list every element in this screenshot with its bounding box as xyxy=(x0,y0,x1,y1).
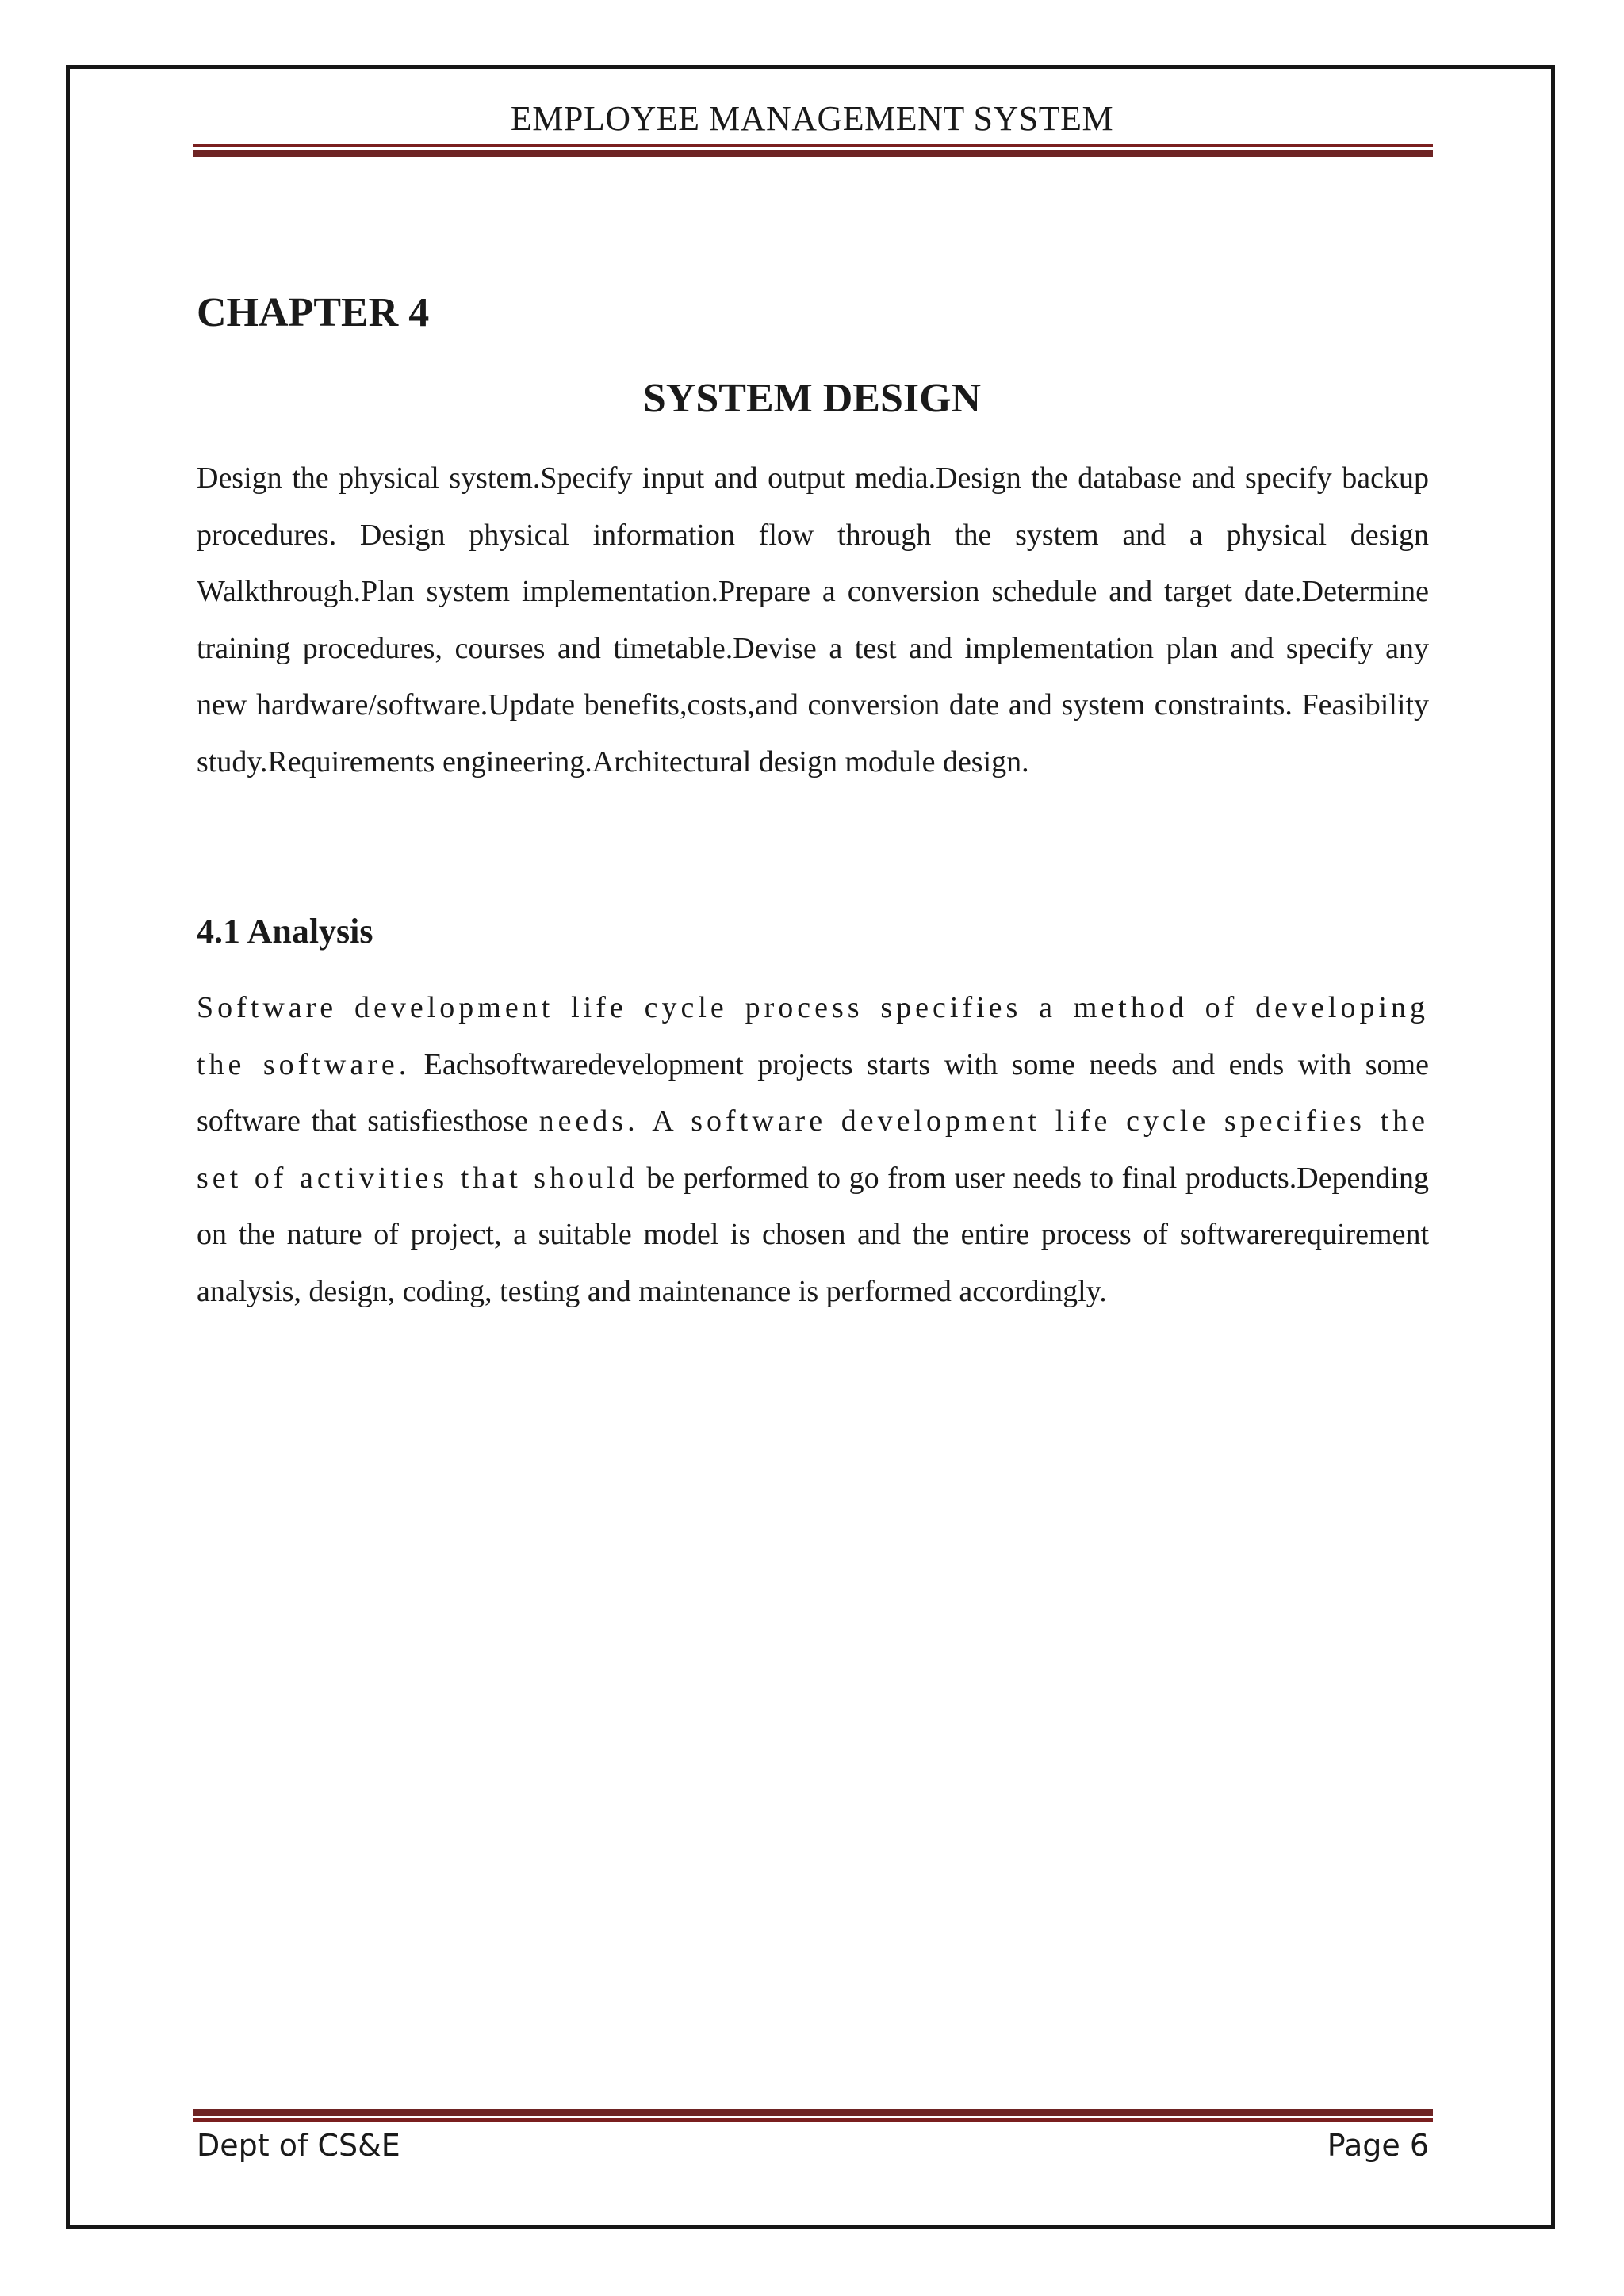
document-header-title: EMPLOYEE MANAGEMENT SYSTEM xyxy=(510,99,1114,138)
analysis-text-segment: Software development life cycle process specifies a method of developing the software. xyxy=(197,991,1429,1081)
footer-page-number: Page 6 xyxy=(1327,2128,1429,2163)
intro-paragraph: Design the physical system.Specify input and output media.Design the database and specify backup procedures. Design physical information flow through the system and a physical design Walkthrough.Plan system implementation.Prepare a conversion schedule and target date.Determine training procedures, courses and timetable.Devise a test and implementation plan and specify any new hardware/software.Update benefits,costs,and conversion date and system constraints. Feasibility study.Requirements engineering.Architectural design module design. xyxy=(197,461,1429,779)
analysis-text-segment: needs. A software development life cycle specifies the set of activities that should xyxy=(197,1104,1430,1195)
footer-department: Dept of CS&E xyxy=(197,2128,400,2163)
footer-divider xyxy=(193,2109,1433,2122)
section-title: SYSTEM DESIGN xyxy=(642,376,982,421)
subsection-title: 4.1 Analysis xyxy=(197,912,373,951)
analysis-text-segment: be performed to go from user needs to final products.Depending on the nature of project, a suitable model is chosen and the entire process of softwarerequirement analysis, design, coding, testing and maintenance is performed accordingly. xyxy=(197,1161,1429,1308)
header-divider xyxy=(193,144,1433,157)
analysis-paragraph xyxy=(197,980,1429,1320)
chapter-label: CHAPTER 4 xyxy=(197,290,430,335)
analysis-text-segment: Eachsoftwaredevelopment projects starts with some needs and ends with some software that satisfiesthose xyxy=(197,1047,1429,1138)
